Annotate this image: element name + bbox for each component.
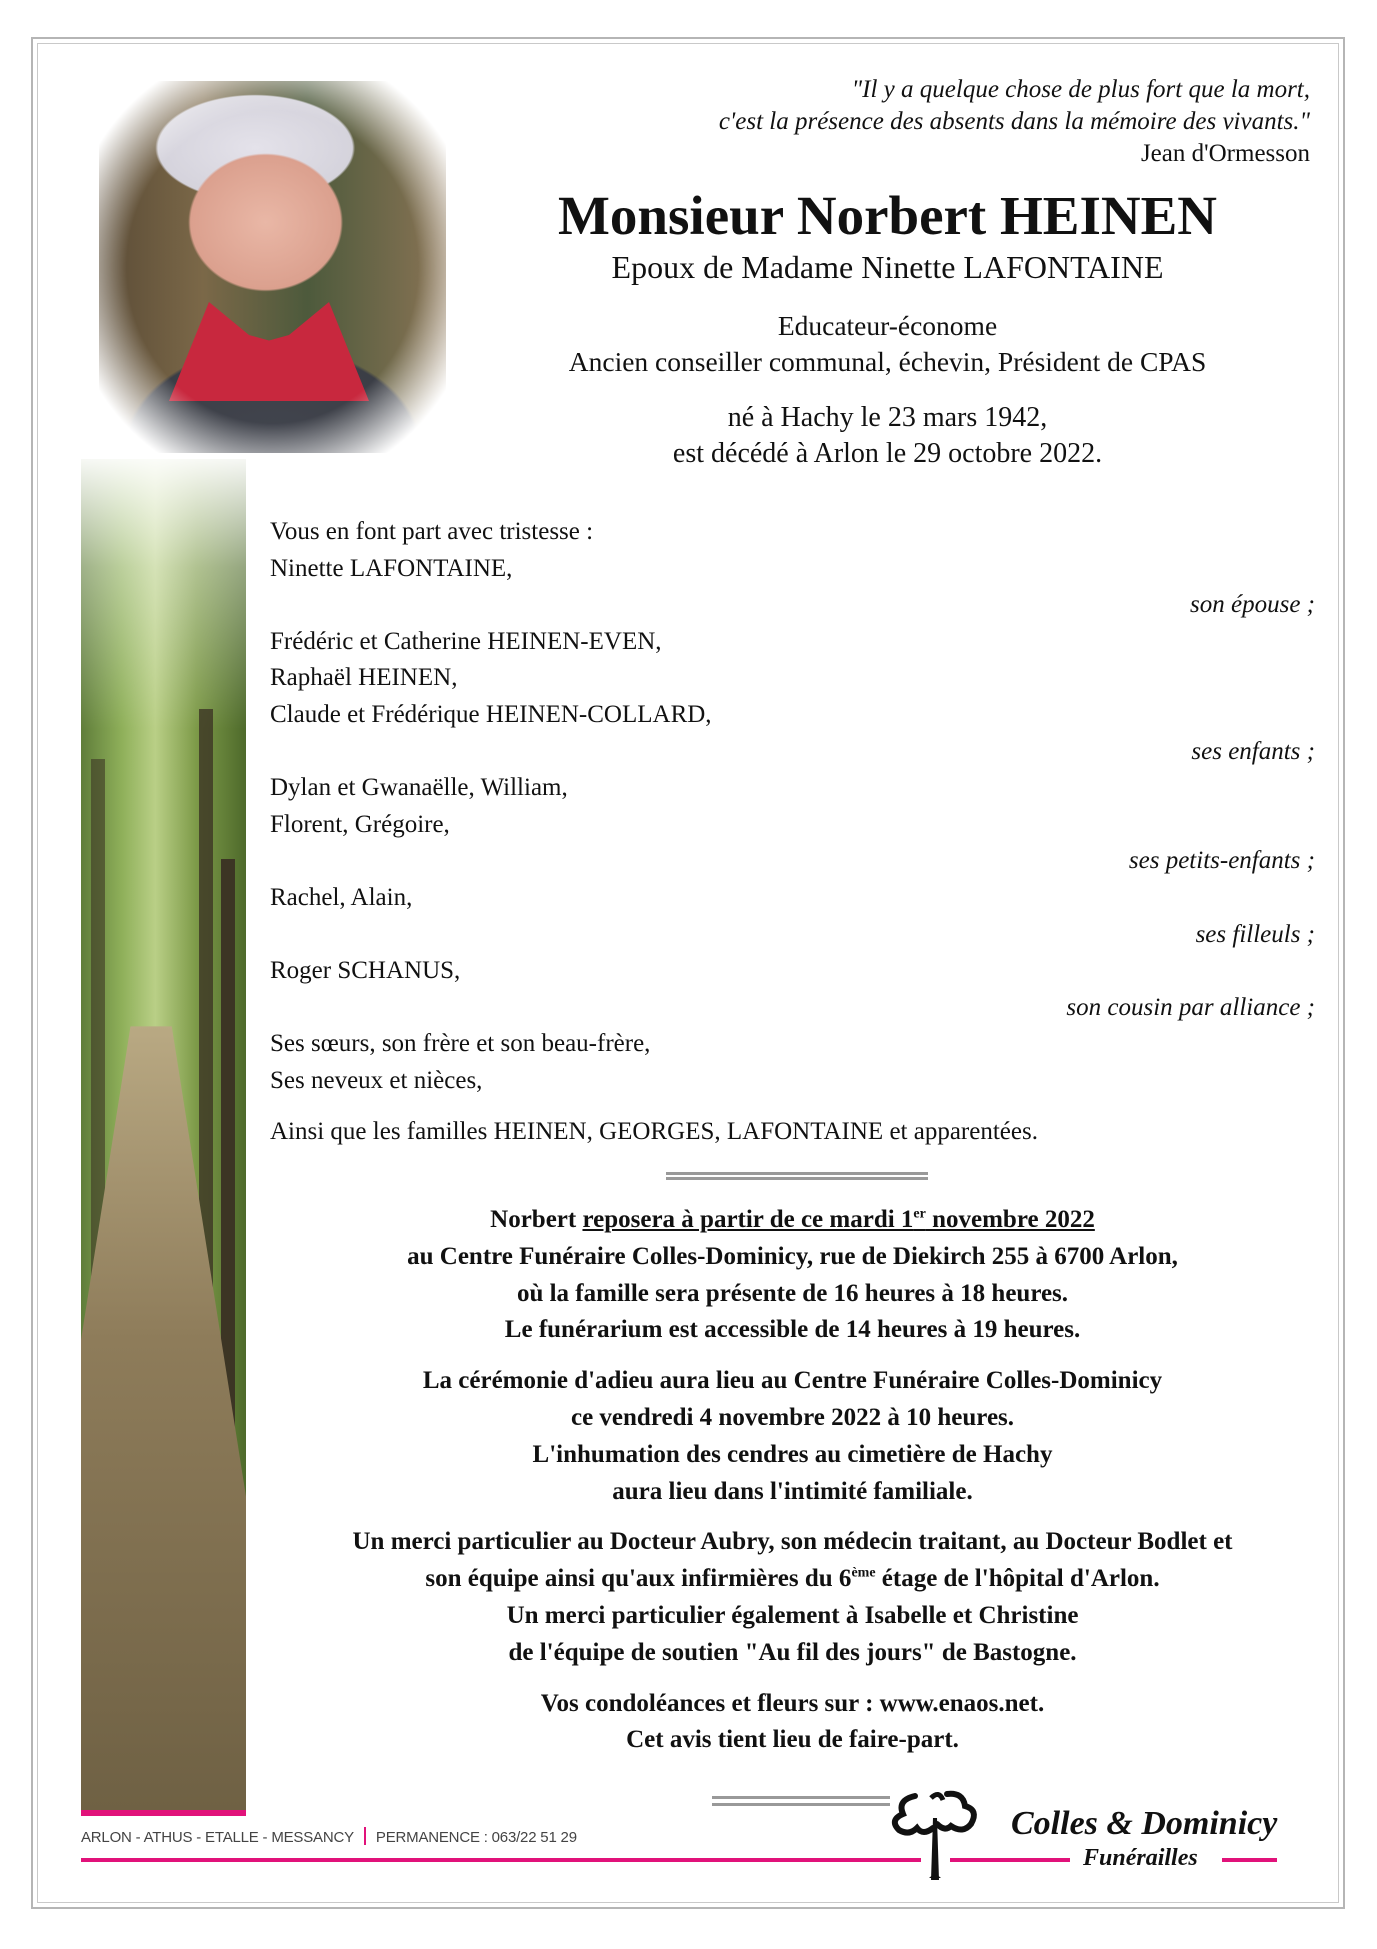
quote-line-2: c'est la présence des absents dans la mémoire des vivants." [718,108,1310,135]
condolences-line: Vos condoléances et fleurs sur : www.enaos.net. [540,1689,1045,1717]
quote-line-1: "Il y a quelque chose de plus fort que la mort, [851,76,1310,103]
family-member: Claude et Frédérique HEINEN-COLLARD, [270,700,712,728]
portrait-photo [99,81,446,453]
family-relation: son épouse ; [1190,591,1315,619]
family-list [270,514,1315,1150]
quote [719,74,1310,170]
family-relation: son cousin par alliance ; [1066,993,1315,1021]
forest-accent-bar [81,1810,246,1816]
deceased-heading [490,184,1285,472]
family-member: Raphaël HEINEN, [270,664,458,692]
footer-locations: ARLON - ATHUS - ETALLE - MESSANCY [81,1829,354,1846]
family-member: Florent, Grégoire, [270,810,450,838]
roles: Ancien conseiller communal, échevin, Président de CPAS [568,346,1207,377]
family-member: Ainsi que les familles HEINEN, GEORGES, LAFONTAINE et apparentées. [270,1117,1038,1145]
spouse-line: Epoux de Madame Ninette LAFONTAINE [611,249,1164,285]
forest-path-image [81,459,246,1810]
footer-divider [712,1796,890,1806]
family-relation: ses petits-enfants ; [1128,847,1315,875]
family-member: Ninette LAFONTAINE, [270,554,513,582]
ceremony-line: L'inhumation des cendres au cimetière de Hachy [532,1440,1053,1468]
footer-pink-line [81,1858,921,1862]
tree-logo-icon [885,1788,985,1884]
divider [666,1172,928,1180]
thanks-line: Un merci particulier au Docteur Aubry, son médecin traitant, au Docteur Bodlet et [352,1528,1233,1556]
family-member: Frédéric et Catherine HEINEN-EVEN, [270,627,662,655]
visit-detail: au Centre Funéraire Colles-Dominicy, rue de Diekirch 255 à 6700 Arlon, [407,1242,1178,1270]
family-member: Ses sœurs, son frère et son beau-frère, [270,1030,651,1058]
ceremony-line: ce vendredi 4 novembre 2022 à 10 heures. [570,1403,1015,1431]
quote-author: Jean d'Ormesson [1140,140,1310,167]
notice-line: Cet avis tient lieu de faire-part. [626,1726,959,1754]
brand-name: Colles & Dominicy [1011,1805,1278,1842]
visit-detail: Le funérarium est accessible de 14 heures à 19 heures. [504,1316,1081,1344]
visit-line: Norbert reposera à partir de ce mardi 1er novembre 2022 [490,1206,1095,1233]
family-member: Ses neveux et nièces, [270,1066,483,1094]
thanks-line: Un merci particulier également à Isabelle et Christine [506,1601,1079,1629]
family-relation: ses filleuls ; [1195,920,1315,948]
family-relation: ses enfants ; [1191,737,1315,765]
thanks-line: de l'équipe de soutien "Au fil des jours" de Bastogne. [508,1638,1077,1666]
funeral-details [270,1202,1315,1773]
family-member: Dylan et Gwanaëlle, William, [270,774,568,802]
occupation: Educateur-économe [777,310,998,341]
ceremony-line: aura lieu dans l'intimité familiale. [612,1477,973,1505]
family-member: Vous en font part avec tristesse : [270,518,594,545]
birth-line: né à Hachy le 23 mars 1942, [727,402,1048,433]
family-member: Roger SCHANUS, [270,957,461,985]
deceased-name: Monsieur Norbert HEINEN [558,185,1217,246]
footer-contact [81,1827,577,1846]
footer-pink-line [1222,1858,1277,1862]
thanks-line: son équipe ainsi qu'aux infirmières du 6ème étage de l'hôpital d'Arlon. [425,1565,1160,1593]
ceremony-line: La cérémonie d'adieu aura lieu au Centre Funéraire Colles-Dominicy [422,1367,1163,1395]
death-line: est décédé à Arlon le 29 octobre 2022. [672,438,1103,469]
family-member: Rachel, Alain, [270,883,413,911]
footer-permanence: PERMANENCE : 063/22 51 29 [375,1829,577,1846]
visit-detail: où la famille sera présente de 16 heures à 18 heures. [516,1279,1069,1307]
brand-subtitle: Funérailles [1083,1845,1198,1871]
